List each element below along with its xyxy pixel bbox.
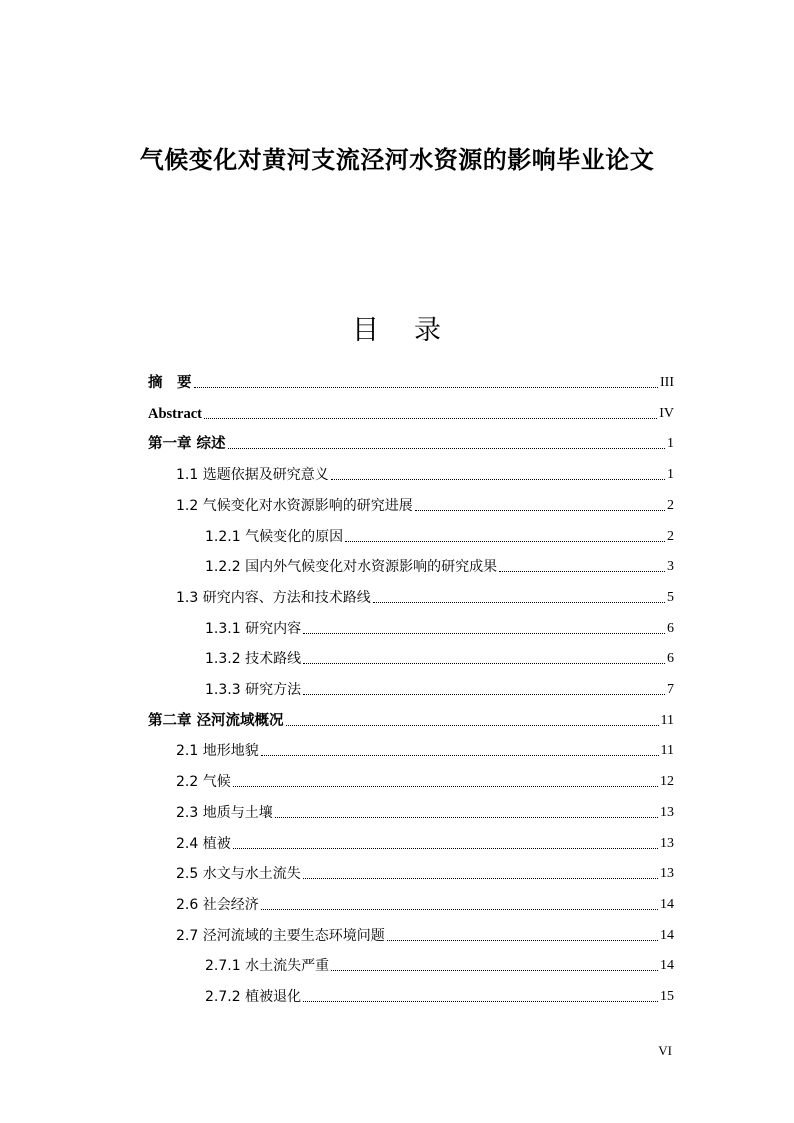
toc-entry-page: 14 [660,958,674,974]
toc-entry[interactable] [148,831,674,853]
toc-dot-leader [233,847,658,849]
toc-entry-label: 2.7.1 水土流失严重 [205,958,330,975]
toc-entry-label: 2.1 地形地貌 [176,743,259,760]
toc-entry-page: 3 [667,559,674,575]
toc-entry[interactable] [148,462,674,484]
toc-dot-leader [373,601,665,603]
toc-entry[interactable] [148,769,674,791]
toc-dot-leader [303,662,665,664]
toc-dot-leader [261,908,658,910]
toc-entry-label: 2.3 地质与土壤 [176,804,273,821]
toc-entry[interactable] [148,953,674,975]
toc-entry-page: 13 [660,804,674,820]
toc-entry[interactable] [148,524,674,546]
toc-entry[interactable] [148,677,674,699]
toc-entry-label: 2.6 社会经济 [176,896,259,913]
toc-dot-leader [415,509,665,511]
toc-entry[interactable] [148,554,674,576]
toc-entry[interactable] [148,616,674,638]
toc-entry-page: 13 [660,866,674,882]
toc-entry-page: 11 [660,743,674,759]
toc-entry[interactable] [148,493,674,515]
toc-entry-page: 13 [660,835,674,851]
toc-heading [0,308,794,347]
toc-dot-leader [331,478,665,480]
toc-entry-page: 2 [667,497,674,513]
toc-entry-page: 15 [660,989,674,1004]
toc-entry-label: 2.5 水文与水土流失 [176,866,301,883]
toc-entry-page: 11 [660,712,674,728]
toc-entry-page: 6 [667,620,674,636]
toc-dot-leader [331,969,658,971]
toc-dot-leader [345,540,665,542]
toc-entry-page: 1 [667,436,674,452]
toc-entry-page: 7 [667,682,674,697]
toc-entry-label: 1.2.2 国内外气候变化对水资源影响的研究成果 [205,559,498,576]
toc-entry[interactable] [148,431,674,453]
toc-entry-label: 1.3.2 技术路线 [205,651,302,668]
toc-dot-leader [194,386,659,388]
toc-dot-leader [303,693,665,695]
toc-entry-label: 1.3.3 研究方法 [205,682,302,698]
toc-entry[interactable] [148,800,674,822]
toc-entry-label: 第二章 泾河流域概况 [148,712,284,729]
toc-entry-label: 1.3 研究内容、方法和技术路线 [176,589,371,606]
toc-entry-page: 5 [667,589,674,605]
toc-entry-label: 2.7.2 植被退化 [205,989,302,1005]
toc-entry[interactable] [148,401,674,423]
toc-heading-char-1: 目 [352,315,380,346]
toc-entry[interactable] [148,923,674,945]
toc-entry[interactable] [148,646,674,668]
toc-dot-leader [387,939,658,941]
toc-entry-label: 1.3.1 研究内容 [205,620,302,637]
toc-entry-label: Abstract [148,405,202,422]
toc-dot-leader [233,785,658,787]
toc-entry-page: 14 [660,927,674,943]
toc-entry-page: 1 [667,467,674,483]
toc-dot-leader [275,816,658,818]
toc-entry[interactable] [148,370,674,392]
toc-dot-leader [286,724,659,726]
document-title: 气候变化对黄河支流泾河水资源的影响毕业论文 [139,146,655,174]
toc-entry-page: 14 [660,896,674,912]
toc-dot-leader [303,877,658,879]
toc-entry-label: 1.2 气候变化对水资源影响的研究进展 [176,497,413,514]
toc-entry-page: 2 [667,528,674,544]
toc-entry-label: 2.2 气候 [176,774,231,791]
toc-entry-page: III [660,375,674,390]
toc-entry[interactable] [148,708,674,730]
toc-dot-leader [204,417,657,419]
toc-entry[interactable] [148,861,674,883]
toc-entry-label: 第一章 综述 [148,436,226,453]
toc-dot-leader [261,754,659,756]
toc-entry-page: 12 [660,774,674,790]
toc-entry-label: 摘 要 [148,375,192,391]
toc-entry[interactable] [148,585,674,607]
page-number: VI [658,1043,672,1058]
toc-entry-page: IV [659,405,674,421]
toc-entry-label: 1.2.1 气候变化的原因 [205,528,344,545]
toc-dot-leader [303,1000,658,1002]
toc-entry[interactable] [148,984,674,1006]
toc-dot-leader [499,570,665,572]
toc-dot-leader [228,447,665,449]
toc-entry[interactable] [148,738,674,760]
toc-heading-char-2: 录 [414,315,442,346]
toc-entry-label: 1.1 选题依据及研究意义 [176,467,329,484]
toc-entry-page: 6 [667,651,674,667]
toc-entry-label: 2.7 泾河流域的主要生态环境问题 [176,927,385,944]
toc-entry-label: 2.4 植被 [176,835,231,852]
toc-entry[interactable] [148,892,674,914]
toc-dot-leader [303,632,665,634]
